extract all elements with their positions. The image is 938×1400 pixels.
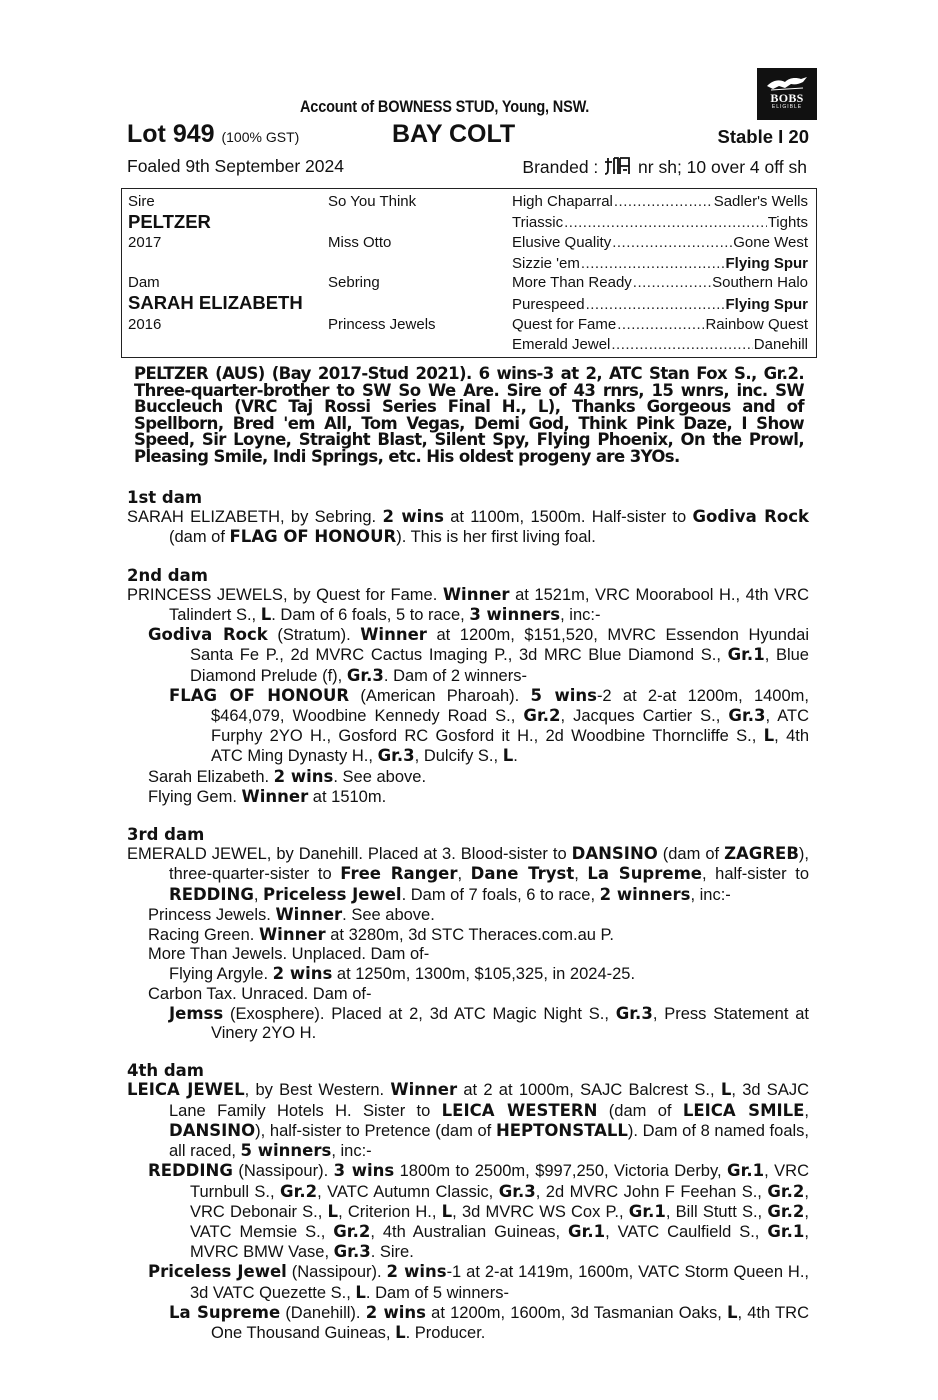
- text-run: . See above.: [342, 905, 435, 924]
- text-run: . Dam of 7 foals, 6 to race,: [401, 885, 600, 904]
- bold-run: Gr.2: [767, 1181, 805, 1201]
- text-run: . Dam of 5 winners-: [365, 1283, 509, 1302]
- bold-run: 2 wins: [272, 964, 333, 984]
- bold-run: L: [720, 1080, 732, 1100]
- text-run: , Press Statement at Vinery 2YO H.: [211, 1004, 810, 1043]
- text-run: Flying Gem.: [148, 787, 242, 806]
- bold-run: 5 wins: [530, 685, 597, 705]
- text-run: , Blue Diamond Prelude (f),: [190, 646, 809, 685]
- text-run: (Nassipour).: [232, 1162, 334, 1181]
- text-run: Carbon Tax. Unraced. Dam of-: [148, 984, 372, 1003]
- bold-run: Gr.3: [346, 665, 384, 685]
- bold-run: LEICA JEWEL: [127, 1080, 245, 1100]
- brand-mark-icon: [605, 156, 631, 176]
- text-run: , ATC Furphy 2YO H., Gosford RC Gosford it H., 2d Woodbine Thorncliffe S.,: [211, 707, 809, 746]
- text-run: ), half-sister to Pretence (dam of: [255, 1121, 496, 1140]
- ancestor-sire: Danehill: [753, 336, 808, 353]
- text-run: EMERALD JEWEL, by Danehill. Placed at 3. Blood-sister to: [127, 845, 572, 864]
- text-run: , VATC Memsie S.,: [190, 1202, 809, 1241]
- bold-run: 2 wins: [382, 507, 444, 527]
- bold-run: Gr.3: [377, 746, 415, 766]
- ancestor-name: Triassic: [512, 214, 564, 231]
- bold-run: Gr.3: [728, 706, 766, 726]
- bold-run: L: [395, 1322, 406, 1342]
- bold-run: Winner: [360, 625, 427, 645]
- ancestor-sire: Flying Spur: [725, 296, 808, 313]
- ancestor-sire: Tights: [767, 214, 808, 231]
- text-run: , 4th TRC One Thousand Guineas,: [211, 1303, 809, 1342]
- bold-run: 5 winners: [240, 1141, 332, 1161]
- text-run: at 3280m, 3d STC Theraces.com.au P.: [325, 926, 614, 945]
- text-run: , 2d MVRC John F Feehan S.,: [535, 1182, 768, 1201]
- bold-run: LEICA SMILE: [682, 1100, 805, 1120]
- text-run: , 4th ATC Ming Dynasty H.,: [211, 727, 809, 766]
- dam-label: Dam: [128, 274, 160, 291]
- first-dam-heading: 1st dam: [127, 488, 203, 507]
- family-paragraph: [127, 1262, 809, 1302]
- text-run: ). This is her first living foal.: [396, 528, 596, 547]
- text-run: , 3d SAJC Lane Family Hotels H. Sister to: [169, 1081, 809, 1120]
- leader-dots: [633, 273, 711, 293]
- bold-run: Godiva Rock: [148, 625, 268, 645]
- bold-run: LEICA WESTERN: [441, 1100, 598, 1120]
- second-dam-heading: 2nd dam: [127, 565, 208, 585]
- text-run: ,: [253, 885, 264, 904]
- bold-run: Winner: [241, 786, 309, 806]
- ancestor-row: [512, 254, 808, 274]
- pedigree-table: [121, 188, 817, 358]
- text-run: , VATC Caulfield S.,: [605, 1222, 768, 1241]
- text-run: PRINCESS JEWELS, by Quest for Fame.: [127, 585, 443, 604]
- second-dam-paras: [127, 585, 809, 807]
- family-paragraph: [127, 1080, 809, 1161]
- text-run: Racing Green.: [148, 926, 259, 945]
- bold-run: Dane Tryst: [470, 864, 575, 884]
- ancestor-name: Emerald Jewel: [512, 336, 611, 353]
- bold-run: L: [441, 1201, 453, 1221]
- bold-run: Gr.1: [568, 1221, 606, 1241]
- bold-run: La Supreme: [169, 1302, 281, 1322]
- text-run: (dam of: [597, 1101, 683, 1120]
- text-run: , Jacques Cartier S.,: [560, 707, 729, 726]
- leader-dots: [611, 335, 752, 355]
- text-run: , half-sister to: [701, 865, 810, 884]
- text-run: (Stratum).: [267, 626, 361, 645]
- ancestor-row: [512, 315, 808, 335]
- bold-run: Gr.1: [727, 645, 765, 665]
- ancestor-sire: Sadler's Wells: [713, 193, 808, 210]
- text-run: at 1250m, 1300m, $105,325, in 2024-25.: [332, 965, 636, 984]
- bold-run: L: [355, 1282, 366, 1302]
- bold-run: L: [260, 605, 272, 625]
- horse-icon: [765, 74, 809, 92]
- lot-number: [127, 120, 299, 149]
- sire-label: Sire: [128, 193, 155, 210]
- text-run: Sarah Elizabeth.: [148, 767, 274, 786]
- text-run: -1 at 2-at 1419m, 1600m, VATC Storm Queen H., 3d VATC Quezette S.,: [190, 1263, 809, 1302]
- text-run: , Criterion H.,: [338, 1202, 442, 1221]
- ancestor-row: [512, 233, 808, 253]
- logo-subtext: ELIGIBLE: [771, 104, 803, 110]
- ancestor-name: High Chaparral: [512, 193, 613, 210]
- sire-dam: Miss Otto: [328, 234, 392, 251]
- family-paragraph: [127, 686, 809, 767]
- leader-dots: [564, 213, 767, 233]
- ancestor-name: Quest for Fame: [512, 316, 617, 333]
- text-run: (dam of: [657, 845, 725, 864]
- family-paragraph: [127, 625, 809, 686]
- leader-dots: [612, 233, 732, 253]
- bold-run: Gr.2: [767, 1201, 805, 1221]
- bold-run: REDDING: [169, 884, 254, 904]
- third-dam-heading: 3rd dam: [127, 825, 205, 845]
- branded-line: [522, 156, 807, 178]
- dam-name: SARAH ELIZABETH: [128, 292, 303, 313]
- text-run: , Bill Stutt S.,: [665, 1202, 768, 1221]
- text-run: , inc:-: [331, 1142, 372, 1161]
- text-run: Flying Argyle.: [169, 965, 273, 984]
- bold-run: ZAGREB: [724, 844, 799, 864]
- ancestor-row: [512, 295, 808, 315]
- account-line: Account of BOWNESS STUD, Young, NSW.: [300, 98, 590, 116]
- family-paragraph: [127, 1303, 809, 1343]
- bold-run: Priceless Jewel: [148, 1262, 287, 1282]
- sire-year: 2017: [128, 234, 162, 251]
- gst-note: (100% GST): [221, 129, 300, 145]
- bold-run: HEPTONSTALL: [495, 1120, 628, 1140]
- bold-run: 3 winners: [469, 605, 561, 625]
- family-paragraph: [127, 767, 809, 787]
- text-run: (Nassipour).: [286, 1263, 387, 1282]
- bold-run: La Supreme: [587, 864, 702, 884]
- text-run: -2 at 2-at 1200m, 1400m, $464,079, Woodbine Kennedy Road S.,: [211, 686, 809, 726]
- text-run: (American Pharoah).: [349, 686, 531, 705]
- bold-run: DANSINO: [571, 844, 658, 864]
- bold-run: FLAG OF HONOUR: [169, 685, 350, 705]
- text-run: . Dam of 2 winners-: [383, 666, 527, 685]
- bold-run: 3 wins: [333, 1161, 395, 1181]
- branded-text: nr sh; 10 over 4 off sh: [638, 157, 807, 177]
- bold-run: L: [763, 726, 775, 746]
- text-run: Princess Jewels.: [148, 905, 276, 924]
- bold-run: Winner: [275, 904, 343, 924]
- family-paragraph: [127, 585, 809, 625]
- text-run: , MVRC BMW Vase,: [190, 1222, 809, 1262]
- bold-run: Gr.3: [615, 1003, 653, 1023]
- bold-run: Gr.2: [523, 706, 561, 726]
- bold-run: REDDING: [148, 1161, 233, 1181]
- ancestor-row: [512, 192, 808, 212]
- bold-run: Jemss: [169, 1003, 224, 1023]
- text-run: SARAH ELIZABETH, by Sebring.: [127, 508, 383, 527]
- text-run: at 1200m, $151,520, MVRC Essendon Hyundai Santa Fe P., 2d MVRC Cactus Imaging P., 3d MRC Blue Diamond S.,: [190, 626, 809, 665]
- third-dam-section: [127, 825, 809, 1043]
- text-run: (dam of: [169, 528, 230, 547]
- family-paragraph: [127, 985, 809, 1004]
- text-run: .: [513, 747, 518, 766]
- bold-run: Gr.1: [767, 1221, 805, 1241]
- bold-run: FLAG OF HONOUR: [229, 527, 397, 547]
- text-run: . Producer.: [405, 1323, 486, 1342]
- family-paragraph: [127, 964, 809, 984]
- ancestor-row: [512, 213, 808, 233]
- text-run: , Dulcify S.,: [414, 747, 503, 766]
- fourth-dam-section: [127, 1061, 809, 1343]
- family-paragraph: [127, 945, 809, 964]
- text-run: , VATC Autumn Classic,: [317, 1182, 499, 1201]
- text-run: , 4th Australian Guineas,: [370, 1222, 569, 1241]
- stable-number: Stable I 20: [717, 126, 809, 147]
- text-run: , VRC Turnbull S.,: [190, 1162, 809, 1201]
- bold-run: Winner: [258, 925, 326, 945]
- ancestor-row: [512, 273, 808, 293]
- bold-run: Gr.3: [498, 1181, 536, 1201]
- text-run: ,: [804, 1101, 810, 1120]
- family-paragraph: [127, 1004, 809, 1043]
- second-dam-section: [127, 566, 809, 807]
- sire-summary: PELTZER (AUS) (Bay 2017-Stud 2021). 6 wins-3 at 2, ATC Stan Fox S., Gr.2. Three-quarter-brother to SW So We Are. Sire of 43 rnrs, 15 wnrs, inc. SW Buccleuch (VRC Taj Rossi Series Final H., L), Thanks Gorgeous and of Spellborn, Bred 'em All, Tom Vegas, Demi God, Think Pink Daze, I Show Speed, Sir Loyne, Straight Blast, Silent Spy, Flying Phoenix, On the Prowl, Pleasing Smile, Indi Springs, etc. His oldest progeny are 3YOs.: [134, 364, 804, 466]
- text-run: 1800m to 2500m, $997,250, Victoria Derby,: [394, 1162, 728, 1181]
- bold-run: DANSINO: [169, 1120, 256, 1140]
- lot-row: [127, 120, 809, 152]
- bold-run: Gr.1: [628, 1201, 666, 1221]
- text-run: at 2 at 1000m, SAJC Balcrest S.,: [457, 1081, 721, 1100]
- bobs-logo: [757, 68, 817, 120]
- text-run: . Sire.: [370, 1243, 414, 1262]
- bold-run: Winner: [390, 1080, 458, 1100]
- leader-dots: [581, 254, 725, 274]
- text-run: , inc:-: [690, 885, 731, 904]
- text-run: ). Dam of 8 named foals, all raced,: [169, 1121, 809, 1161]
- text-run: . See above.: [333, 767, 427, 786]
- bold-run: 2 wins: [386, 1262, 447, 1282]
- ancestor-sire: Gone West: [733, 234, 808, 251]
- bold-run: 2 winners: [599, 884, 691, 904]
- first-dam-text: [127, 507, 809, 547]
- bold-run: L: [502, 746, 514, 766]
- text-run: at 1510m.: [308, 787, 387, 806]
- dam-sire: Sebring: [328, 274, 380, 291]
- text-run: , 3d MVRC WS Cox P.,: [452, 1202, 629, 1221]
- bold-run: 2 wins: [273, 766, 334, 786]
- text-run: . Dam of 6 foals, 5 to race,: [271, 606, 470, 625]
- ancestor-name: Purespeed: [512, 296, 585, 313]
- bold-run: Gr.2: [280, 1181, 318, 1201]
- foaled-date: Foaled 9th September 2024: [127, 156, 344, 176]
- horse-description: BAY COLT: [392, 120, 516, 148]
- text-run: ,: [457, 865, 471, 884]
- dam-year: 2016: [128, 316, 162, 333]
- fourth-dam-heading: 4th dam: [127, 1061, 204, 1081]
- fourth-dam-paras: [127, 1080, 809, 1343]
- sire-sire: So You Think: [328, 193, 417, 210]
- text-run: ,: [574, 865, 588, 884]
- family-paragraph: [127, 925, 809, 945]
- bold-run: Gr.3: [333, 1242, 371, 1262]
- bold-run: Gr.2: [333, 1221, 371, 1241]
- bold-run: Godiva Rock: [692, 507, 809, 527]
- ancestor-sire: Rainbow Quest: [705, 316, 808, 333]
- family-paragraph: [127, 1161, 809, 1262]
- sire-name: PELTZER: [128, 211, 211, 232]
- leader-dots: [614, 192, 713, 212]
- ancestor-name: Sizzie 'em: [512, 255, 580, 272]
- bold-run: Winner: [442, 584, 510, 604]
- text-run: ), three-quarter-sister to: [169, 845, 810, 884]
- family-paragraph: [127, 787, 809, 807]
- bold-run: Priceless Jewel: [263, 884, 402, 904]
- ancestor-sire: Southern Halo: [712, 274, 808, 291]
- bold-run: Gr.1: [727, 1161, 765, 1181]
- branded-label: Branded :: [522, 157, 599, 177]
- ancestor-name: More Than Ready: [512, 274, 632, 291]
- ancestor-sire: Flying Spur: [725, 255, 808, 272]
- text-run: More Than Jewels. Unplaced. Dam of-: [148, 945, 430, 964]
- text-run: , VRC Debonair S.,: [190, 1182, 809, 1221]
- family-body: [127, 488, 809, 1361]
- dam-dam: Princess Jewels: [328, 316, 436, 333]
- text-run: , inc:-: [560, 606, 601, 625]
- lot-label: Lot 949: [127, 120, 215, 148]
- text-run: at 1100m, 1500m. Half-sister to: [443, 508, 693, 527]
- ancestor-row: [512, 335, 808, 355]
- ancestor-name: Elusive Quality: [512, 234, 612, 251]
- leader-dots: [617, 315, 704, 335]
- text-run: at 1521m, VRC Moorabool H., 4th VRC Talindert S.,: [169, 585, 809, 625]
- text-run: at 1200m, 1600m, 3d Tasmanian Oaks,: [425, 1303, 727, 1322]
- bold-run: L: [726, 1302, 738, 1322]
- bold-run: 2 wins: [365, 1302, 426, 1322]
- family-paragraph: [127, 844, 809, 905]
- logo-text: BOBS: [770, 91, 804, 105]
- first-dam-section: [127, 488, 809, 548]
- text-run: (Exosphere). Placed at 2, 3d ATC Magic Night S.,: [223, 1004, 616, 1023]
- bold-run: L: [327, 1201, 339, 1221]
- third-dam-paras: [127, 844, 809, 1043]
- leader-dots: [586, 295, 725, 315]
- text-run: , by Best Western.: [244, 1081, 391, 1100]
- text-run: (Danehill).: [280, 1303, 366, 1322]
- family-paragraph: [127, 905, 809, 925]
- bold-run: Free Ranger: [340, 864, 458, 884]
